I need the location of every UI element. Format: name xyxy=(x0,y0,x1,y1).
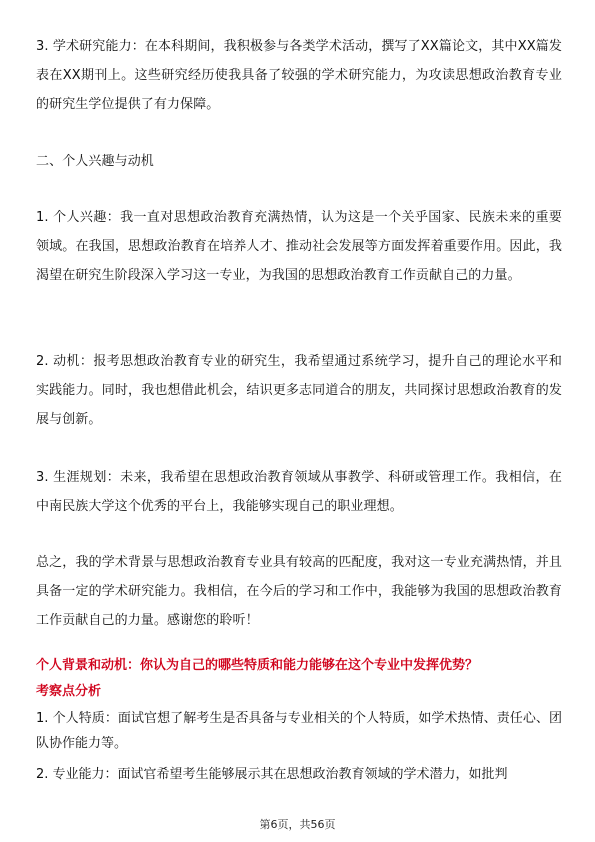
analysis-label: 考察点分析 xyxy=(36,684,102,699)
paragraph-summary: 总之，我的学术背景与思想政治教育专业具有较高的匹配度，我对这一专业充满热情，并且具备一定的学术研究能力。我相信，在今后的学习和工作中，我能够为我国的思想政治教育工作贡献自己的力量。感谢您的聆听！ xyxy=(36,555,562,628)
analysis-item-professional-ability: 2. 专业能力：面试官希望考生能够展示其在思想政治教育领域的学术潜力，如批判 xyxy=(36,767,508,782)
paragraph-personal-interest: 1. 个人兴趣：我一直对思想政治教育充满热情，认为这是一个关乎国家、民族未来的重要领域。在我国，思想政治教育在培养人才、推动社会发展等方面发挥着重要作用。因此，我渴望在研究生阶段深入学习这一专业，为我国的思想政治教育工作贡献自己的力量。 xyxy=(36,210,562,283)
question-title: 个人背景和动机：你认为自己的哪些特质和能力能够在这个专业中发挥优势？ xyxy=(36,658,479,673)
page-number: 第6页，共56页 xyxy=(259,818,336,831)
section-heading-interest-motivation: 二、个人兴趣与动机 xyxy=(36,154,154,169)
paragraph-career-plan: 3. 生涯规划：未来，我希望在思想政治教育领域从事教学、科研或管理工作。我相信，在中南民族大学这个优秀的平台上，我能够实现自己的职业理想。 xyxy=(36,470,562,514)
paragraph-research-ability: 3. 学术研究能力：在本科期间，我积极参与各类学术活动，撰写了XX篇论文，其中XX篇发表在XX期刊上。这些研究经历使我具备了较强的学术研究能力，为攻读思想政治教育专业的研究生学位提供了有力保障。 xyxy=(36,39,562,112)
paragraph-motivation: 2. 动机：报考思想政治教育专业的研究生，我希望通过系统学习，提升自己的理论水平和实践能力。同时，我也想借此机会，结识更多志同道合的朋友，共同探讨思想政治教育的发展与创新。 xyxy=(36,354,562,427)
analysis-item-traits: 1. 个人特质：面试官想了解考生是否具备与专业相关的个人特质，如学术热情、责任心、团队协作能力等。 xyxy=(36,711,562,751)
